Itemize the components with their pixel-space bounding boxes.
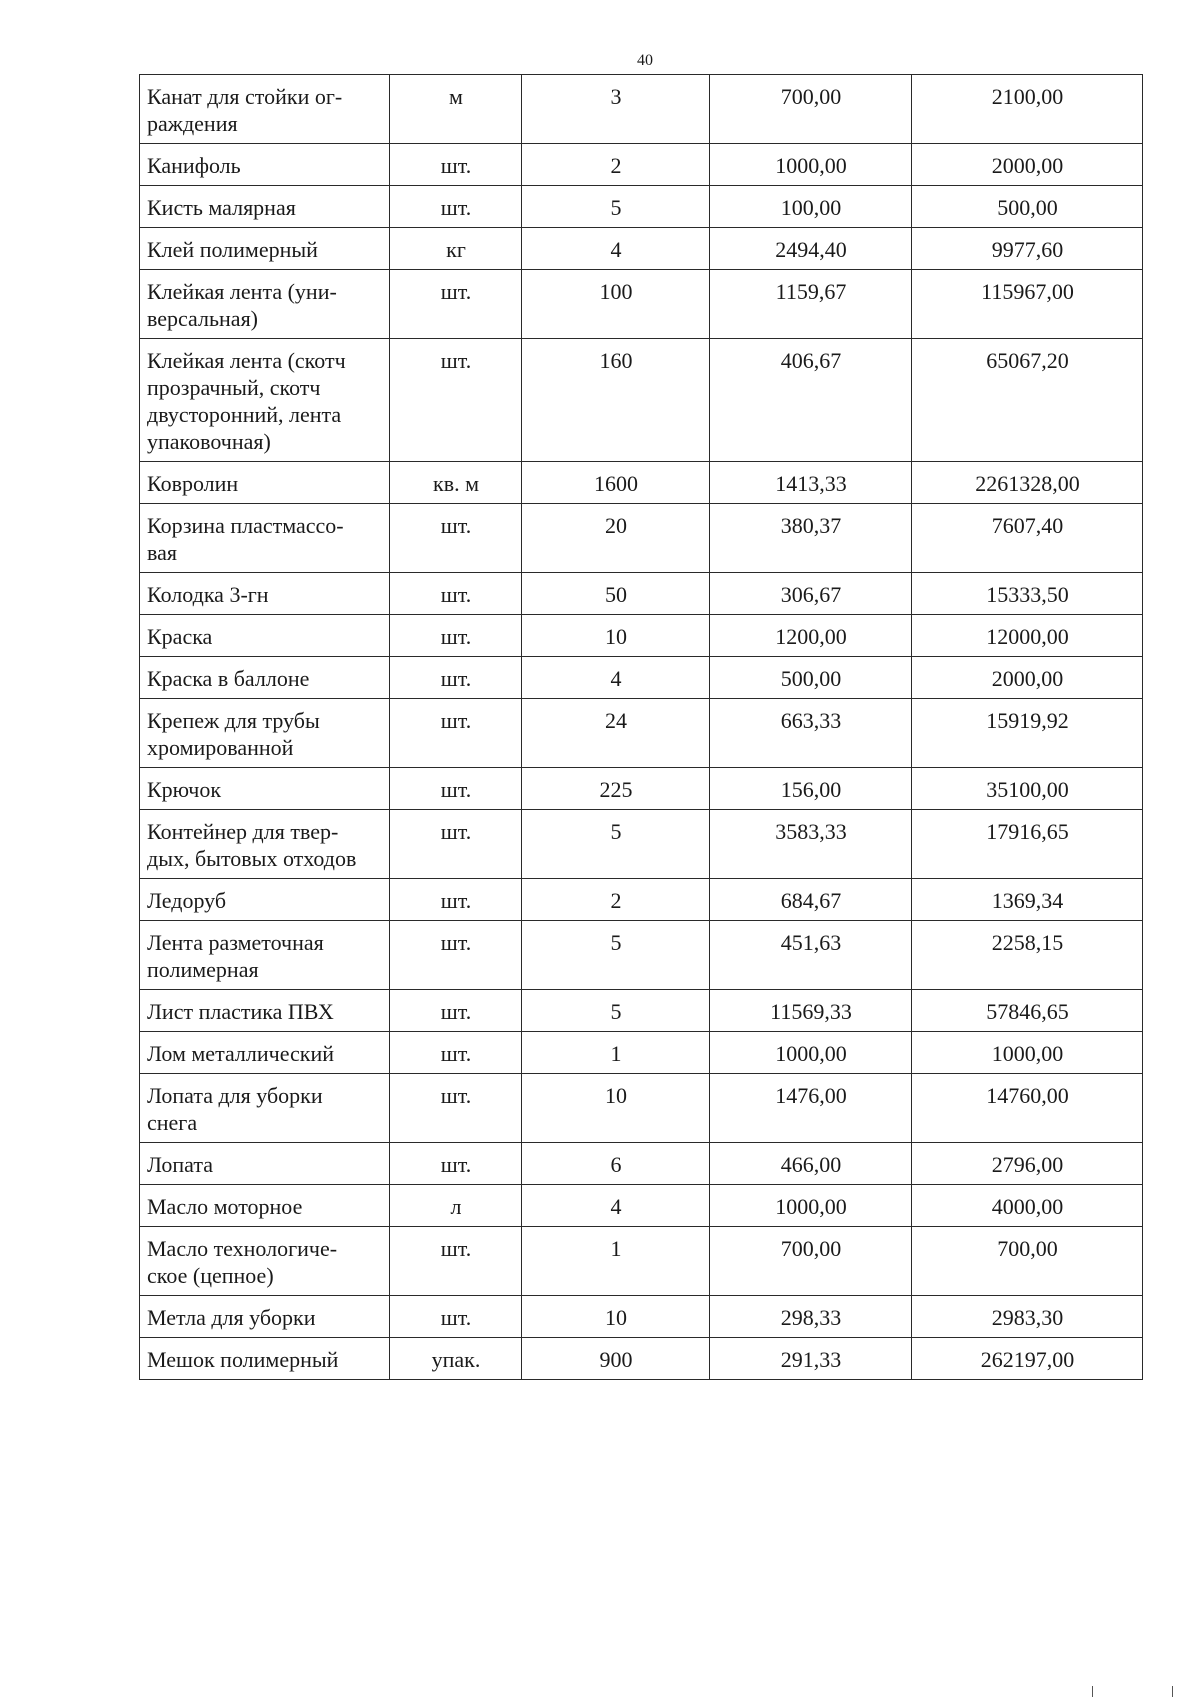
item-unit-text: шт. <box>440 777 472 802</box>
item-name-text: Лом металлический <box>147 1041 335 1066</box>
item-qty-text: 3 <box>610 84 622 109</box>
item-total-cell <box>912 1032 1143 1074</box>
item-total-text: 2000,00 <box>991 666 1064 691</box>
item-unit-cell <box>390 144 522 186</box>
item-total-cell <box>912 75 1143 144</box>
item-qty-cell <box>522 504 710 573</box>
item-name-cell <box>140 615 390 657</box>
item-price-cell <box>710 810 912 879</box>
item-name-cell <box>140 657 390 699</box>
item-price-text: 1000,00 <box>775 153 847 178</box>
item-price-cell <box>710 1338 912 1380</box>
item-total-cell <box>912 144 1143 186</box>
item-qty-cell <box>522 75 710 144</box>
item-qty-text: 4 <box>610 666 622 691</box>
item-name-text: Кисть малярная <box>147 195 296 220</box>
item-name-cell <box>140 186 390 228</box>
item-name-cell <box>140 339 390 462</box>
item-price-cell <box>710 699 912 768</box>
table-row <box>140 270 1143 339</box>
item-total-text: 2261328,00 <box>975 471 1080 496</box>
item-price-cell <box>710 339 912 462</box>
item-qty-text: 4 <box>610 237 622 262</box>
item-total-text: 2983,30 <box>991 1305 1064 1330</box>
item-name-cell <box>140 1338 390 1380</box>
item-price-text: 380,37 <box>780 513 842 538</box>
item-unit-cell <box>390 1338 522 1380</box>
item-name-cell <box>140 990 390 1032</box>
item-price-text: 700,00 <box>780 84 842 109</box>
item-name-text: Канифоль <box>147 153 241 178</box>
item-name-cell <box>140 144 390 186</box>
scan-edge-mark <box>1092 1686 1093 1697</box>
item-unit-text: шт. <box>440 1083 472 1108</box>
item-name-cell <box>140 573 390 615</box>
item-price-cell <box>710 1296 912 1338</box>
item-qty-text: 4 <box>610 1194 622 1219</box>
item-qty-text: 100 <box>599 279 633 304</box>
item-total-text: 1369,34 <box>991 888 1064 913</box>
item-price-text: 500,00 <box>780 666 842 691</box>
items-table-body <box>140 75 1143 1380</box>
item-total-cell <box>912 657 1143 699</box>
item-price-text: 663,33 <box>780 708 842 733</box>
item-unit-text: шт. <box>440 279 472 304</box>
item-unit-text: шт. <box>440 195 472 220</box>
item-total-cell <box>912 810 1143 879</box>
item-unit-cell <box>390 1074 522 1143</box>
item-name-text: Лопата для уборки снега <box>147 1083 323 1135</box>
item-unit-text: шт. <box>440 888 472 913</box>
item-unit-text: шт. <box>440 666 472 691</box>
table-row <box>140 504 1143 573</box>
item-name-text: Метла для уборки <box>147 1305 316 1330</box>
item-unit-text: шт. <box>440 1152 472 1177</box>
item-unit-text: м <box>449 84 463 109</box>
item-price-text: 700,00 <box>780 1236 842 1261</box>
item-total-text: 4000,00 <box>991 1194 1064 1219</box>
item-unit-text: шт. <box>440 1236 472 1261</box>
item-unit-cell <box>390 1032 522 1074</box>
item-name-cell <box>140 810 390 879</box>
item-name-cell <box>140 1296 390 1338</box>
item-unit-cell <box>390 768 522 810</box>
item-unit-cell <box>390 1227 522 1296</box>
table-row <box>140 810 1143 879</box>
table-row <box>140 1143 1143 1185</box>
item-price-cell <box>710 615 912 657</box>
item-qty-cell <box>522 1296 710 1338</box>
item-name-text: Контейнер для твер- дых, бытовых отходов <box>147 819 357 871</box>
item-name-text: Клейкая лента (скотч прозрачный, скотч двусторонний, лента упаковочная) <box>147 348 346 454</box>
item-qty-cell <box>522 270 710 339</box>
item-name-cell <box>140 270 390 339</box>
item-unit-cell <box>390 462 522 504</box>
item-price-text: 1200,00 <box>775 624 847 649</box>
item-name-cell <box>140 1032 390 1074</box>
item-total-text: 700,00 <box>997 1236 1058 1261</box>
item-unit-cell <box>390 990 522 1032</box>
item-total-cell <box>912 228 1143 270</box>
item-name-cell <box>140 228 390 270</box>
item-qty-text: 10 <box>605 624 627 649</box>
table-row <box>140 1032 1143 1074</box>
item-total-text: 9977,60 <box>991 237 1064 262</box>
item-price-cell <box>710 573 912 615</box>
item-price-cell <box>710 657 912 699</box>
items-table <box>139 74 1143 1380</box>
table-row <box>140 228 1143 270</box>
table-row <box>140 462 1143 504</box>
item-total-text: 2100,00 <box>991 84 1064 109</box>
item-qty-text: 5 <box>610 930 622 955</box>
item-qty-cell <box>522 990 710 1032</box>
item-unit-cell <box>390 573 522 615</box>
item-total-text: 15919,92 <box>986 708 1069 733</box>
item-price-text: 11569,33 <box>770 999 852 1024</box>
item-qty-text: 1600 <box>594 471 638 496</box>
item-price-text: 3583,33 <box>775 819 847 844</box>
item-price-cell <box>710 186 912 228</box>
item-total-text: 7607,40 <box>991 513 1064 538</box>
table-row <box>140 1296 1143 1338</box>
item-total-text: 15333,50 <box>986 582 1069 607</box>
item-total-cell <box>912 768 1143 810</box>
table-row <box>140 657 1143 699</box>
table-row <box>140 1227 1143 1296</box>
item-total-text: 262197,00 <box>980 1347 1075 1372</box>
item-price-cell <box>710 462 912 504</box>
item-price-cell <box>710 1185 912 1227</box>
item-price-text: 100,00 <box>780 195 842 220</box>
item-name-text: Лента разметочная полимерная <box>147 930 324 982</box>
item-unit-cell <box>390 186 522 228</box>
item-total-text: 35100,00 <box>986 777 1069 802</box>
item-price-cell <box>710 1032 912 1074</box>
item-name-text: Колодка 3-гн <box>147 582 269 607</box>
table-row <box>140 186 1143 228</box>
item-qty-cell <box>522 699 710 768</box>
item-total-cell <box>912 339 1143 462</box>
item-total-cell <box>912 504 1143 573</box>
item-total-text: 17916,65 <box>986 819 1069 844</box>
item-unit-text: шт. <box>440 930 472 955</box>
item-price-text: 156,00 <box>780 777 842 802</box>
item-unit-text: шт. <box>440 819 472 844</box>
item-name-cell <box>140 1143 390 1185</box>
item-total-cell <box>912 1296 1143 1338</box>
item-name-text: Клейкая лента (уни- версальная) <box>147 279 337 331</box>
item-qty-cell <box>522 1143 710 1185</box>
item-name-cell <box>140 699 390 768</box>
item-total-cell <box>912 1074 1143 1143</box>
item-total-cell <box>912 1185 1143 1227</box>
item-total-text: 500,00 <box>997 195 1058 220</box>
item-qty-cell <box>522 1074 710 1143</box>
item-unit-text: шт. <box>440 513 472 538</box>
item-unit-text: шт. <box>440 708 472 733</box>
item-qty-cell <box>522 186 710 228</box>
item-name-text: Лопата <box>147 1152 213 1177</box>
item-qty-cell <box>522 657 710 699</box>
item-qty-cell <box>522 768 710 810</box>
item-unit-text: л <box>450 1194 462 1219</box>
item-price-cell <box>710 921 912 990</box>
table-row <box>140 75 1143 144</box>
item-total-cell <box>912 462 1143 504</box>
item-unit-text: кв. м <box>433 471 479 496</box>
item-qty-text: 2 <box>610 888 622 913</box>
item-qty-cell <box>522 921 710 990</box>
item-total-text: 2258,15 <box>991 930 1064 955</box>
item-name-cell <box>140 1227 390 1296</box>
item-name-text: Краска <box>147 624 213 649</box>
item-name-cell <box>140 462 390 504</box>
item-name-text: Крепеж для трубы хромированной <box>147 708 320 760</box>
item-price-cell <box>710 504 912 573</box>
item-total-text: 2000,00 <box>991 153 1064 178</box>
item-name-text: Крючок <box>147 777 222 802</box>
item-price-text: 306,67 <box>780 582 842 607</box>
item-unit-cell <box>390 699 522 768</box>
item-price-text: 1476,00 <box>775 1083 847 1108</box>
item-qty-cell <box>522 1227 710 1296</box>
item-total-text: 14760,00 <box>986 1083 1069 1108</box>
table-row <box>140 1185 1143 1227</box>
item-unit-cell <box>390 504 522 573</box>
item-name-text: Ледоруб <box>147 888 227 913</box>
item-unit-cell <box>390 810 522 879</box>
item-qty-text: 160 <box>599 348 633 373</box>
item-price-text: 291,33 <box>780 1347 842 1372</box>
item-name-cell <box>140 1074 390 1143</box>
item-qty-text: 900 <box>599 1347 633 1372</box>
item-qty-cell <box>522 879 710 921</box>
item-price-cell <box>710 1143 912 1185</box>
item-qty-text: 2 <box>610 153 622 178</box>
item-price-cell <box>710 270 912 339</box>
table-row <box>140 990 1143 1032</box>
item-total-cell <box>912 879 1143 921</box>
item-price-cell <box>710 144 912 186</box>
item-price-text: 684,67 <box>780 888 842 913</box>
item-qty-cell <box>522 228 710 270</box>
item-name-text: Масло моторное <box>147 1194 303 1219</box>
table-row <box>140 879 1143 921</box>
item-total-text: 1000,00 <box>991 1041 1064 1066</box>
item-unit-text: кг <box>446 237 466 262</box>
table-row <box>140 1074 1143 1143</box>
item-unit-cell <box>390 657 522 699</box>
item-unit-cell <box>390 921 522 990</box>
item-qty-text: 6 <box>610 1152 622 1177</box>
item-qty-text: 5 <box>610 819 622 844</box>
item-total-cell <box>912 1338 1143 1380</box>
item-unit-cell <box>390 75 522 144</box>
item-qty-cell <box>522 462 710 504</box>
item-qty-text: 1 <box>610 1041 622 1066</box>
item-name-cell <box>140 768 390 810</box>
item-price-cell <box>710 768 912 810</box>
item-price-cell <box>710 1227 912 1296</box>
item-name-cell <box>140 879 390 921</box>
item-qty-text: 225 <box>599 777 633 802</box>
item-total-cell <box>912 615 1143 657</box>
item-unit-cell <box>390 1185 522 1227</box>
table-row <box>140 699 1143 768</box>
item-qty-text: 1 <box>610 1236 622 1261</box>
item-qty-text: 10 <box>605 1083 627 1108</box>
item-price-text: 1159,67 <box>775 279 847 304</box>
item-name-text: Масло технологиче- ское (цепное) <box>147 1236 338 1288</box>
item-total-cell <box>912 1143 1143 1185</box>
item-total-text: 2796,00 <box>991 1152 1064 1177</box>
item-total-cell <box>912 270 1143 339</box>
item-name-cell <box>140 504 390 573</box>
item-name-text: Ковролин <box>147 471 239 496</box>
item-unit-cell <box>390 615 522 657</box>
item-unit-cell <box>390 270 522 339</box>
item-name-text: Корзина пластмассо- вая <box>147 513 344 565</box>
item-unit-text: шт. <box>440 153 472 178</box>
table-row <box>140 768 1143 810</box>
item-price-cell <box>710 1074 912 1143</box>
item-name-cell <box>140 75 390 144</box>
item-qty-text: 10 <box>605 1305 627 1330</box>
item-qty-cell <box>522 144 710 186</box>
item-price-text: 1413,33 <box>775 471 847 496</box>
item-name-text: Мешок полимерный <box>147 1347 339 1372</box>
item-price-cell <box>710 990 912 1032</box>
item-name-cell <box>140 1185 390 1227</box>
item-name-text: Клей полимерный <box>147 237 318 262</box>
item-total-cell <box>912 573 1143 615</box>
item-price-text: 1000,00 <box>775 1194 847 1219</box>
item-price-text: 451,63 <box>780 930 842 955</box>
item-price-text: 298,33 <box>780 1305 842 1330</box>
item-price-cell <box>710 228 912 270</box>
item-name-cell <box>140 921 390 990</box>
item-qty-cell <box>522 1338 710 1380</box>
item-qty-text: 5 <box>610 999 622 1024</box>
item-name-text: Краска в баллоне <box>147 666 310 691</box>
page-number: 40 <box>637 52 653 69</box>
item-price-text: 466,00 <box>780 1152 842 1177</box>
item-name-text: Канат для стойки ог- раждения <box>147 84 343 136</box>
item-total-cell <box>912 1227 1143 1296</box>
item-unit-cell <box>390 1296 522 1338</box>
item-qty-cell <box>522 615 710 657</box>
item-unit-text: шт. <box>440 582 472 607</box>
item-qty-cell <box>522 573 710 615</box>
table-row <box>140 144 1143 186</box>
item-qty-cell <box>522 1185 710 1227</box>
scan-edge-mark <box>1172 1686 1173 1697</box>
item-total-cell <box>912 921 1143 990</box>
item-unit-cell <box>390 1143 522 1185</box>
item-total-text: 115967,00 <box>981 279 1074 304</box>
table-row <box>140 573 1143 615</box>
item-total-cell <box>912 186 1143 228</box>
item-unit-text: шт. <box>440 1305 472 1330</box>
item-unit-text: шт. <box>440 624 472 649</box>
item-qty-cell <box>522 339 710 462</box>
table-row <box>140 921 1143 990</box>
item-price-cell <box>710 75 912 144</box>
item-qty-text: 5 <box>610 195 622 220</box>
item-unit-text: шт. <box>440 348 472 373</box>
item-unit-text: упак. <box>431 1347 481 1372</box>
item-total-cell <box>912 699 1143 768</box>
item-price-text: 406,67 <box>780 348 842 373</box>
item-unit-text: шт. <box>440 999 472 1024</box>
item-total-text: 57846,65 <box>986 999 1069 1024</box>
item-unit-cell <box>390 879 522 921</box>
item-unit-text: шт. <box>440 1041 472 1066</box>
item-name-text: Лист пластика ПВХ <box>147 999 334 1024</box>
item-price-text: 1000,00 <box>775 1041 847 1066</box>
item-price-text: 2494,40 <box>775 237 847 262</box>
table-row <box>140 1338 1143 1380</box>
item-qty-cell <box>522 810 710 879</box>
item-qty-text: 24 <box>605 708 627 733</box>
item-total-text: 65067,20 <box>986 348 1069 373</box>
item-unit-cell <box>390 339 522 462</box>
item-unit-cell <box>390 228 522 270</box>
item-total-text: 12000,00 <box>986 624 1069 649</box>
item-qty-cell <box>522 1032 710 1074</box>
item-qty-text: 20 <box>605 513 627 538</box>
table-row <box>140 615 1143 657</box>
table-row <box>140 339 1143 462</box>
item-total-cell <box>912 990 1143 1032</box>
item-qty-text: 50 <box>605 582 627 607</box>
item-price-cell <box>710 879 912 921</box>
